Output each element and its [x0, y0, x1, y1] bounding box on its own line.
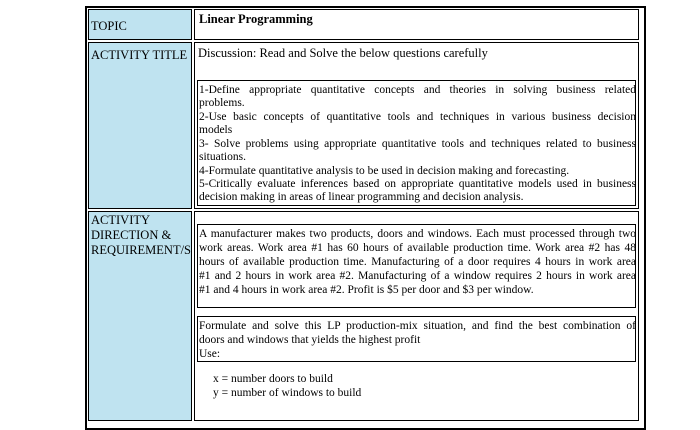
objective-5-line-2: decision making in areas of linear programming and decision analysis. — [199, 191, 524, 203]
objective-2-line-1: 2-Use basic concepts of quantitative tools and techniques in various business decision — [199, 111, 636, 123]
variable-y: y = number of windows to build — [213, 387, 362, 399]
objective-2-line-2: models — [199, 124, 233, 136]
task-line-1: Formulate and solve this LP production-mix situation, and find the best combination of — [199, 320, 636, 332]
label-column — [88, 9, 192, 419]
objectives-box — [197, 80, 636, 206]
task-line-3: Use: — [199, 348, 221, 360]
activity-title-cell — [194, 42, 639, 209]
activity-direction-cell — [194, 211, 639, 421]
objective-1-line-2: problems. — [199, 97, 245, 109]
content-column — [194, 9, 639, 419]
task-line-2: doors and windows that yields the highest profit — [199, 334, 421, 346]
topic-value: Linear Programming — [199, 12, 313, 26]
problem-line-1: A manufacturer makes two products, doors and windows. Each must processed through two — [199, 228, 636, 240]
variable-x: x = number doors to build — [213, 373, 333, 385]
problem-line-2: work areas. Work area #1 has 60 hours of available production time. Work area #2 has 48 — [199, 242, 636, 254]
topic-label: TOPIC — [91, 19, 127, 33]
direction-label-line-3: REQUIREMENT/S — [91, 243, 191, 257]
objective-3-line-1: 3- Solve problems using appropriate quantitative tools and techniques related to business — [199, 138, 636, 150]
objective-5-line-1: 5-Critically evaluate inferences based on appropriate quantitative models used in business — [199, 178, 636, 190]
objective-3-line-2: situations. — [199, 151, 246, 163]
topic-value-cell — [194, 9, 639, 40]
direction-label-line-1: ACTIVITY — [91, 213, 151, 227]
problem-line-4: #1 and 2 hours in work area #2. Manufacturing of a window requires 2 hours in work area — [199, 270, 636, 282]
direction-label-line-2: DIRECTION & — [91, 228, 172, 242]
topic-label-cell — [88, 9, 192, 40]
problem-line-5: #1 and 4 hours in work area #2. Profit is $5 per door and $3 per window. — [199, 284, 534, 296]
objective-1-line-1: 1-Define appropriate quantitative concepts and theories in solving business related — [199, 84, 636, 96]
problem-statement-box — [197, 224, 636, 308]
task-box — [197, 316, 636, 362]
activity-title-value: Discussion: Read and Solve the below questions carefully — [198, 46, 488, 60]
activity-title-label: ACTIVITY TITLE — [91, 48, 188, 62]
objective-4: 4-Formulate quantitative analysis to be used in decision making and forecasting. — [199, 165, 570, 177]
problem-line-3: hours of available production time. Manufacturing of a door requires 4 hours in work area — [199, 256, 636, 268]
activity-title-label-cell — [88, 42, 192, 209]
activity-direction-label-cell — [88, 211, 192, 421]
